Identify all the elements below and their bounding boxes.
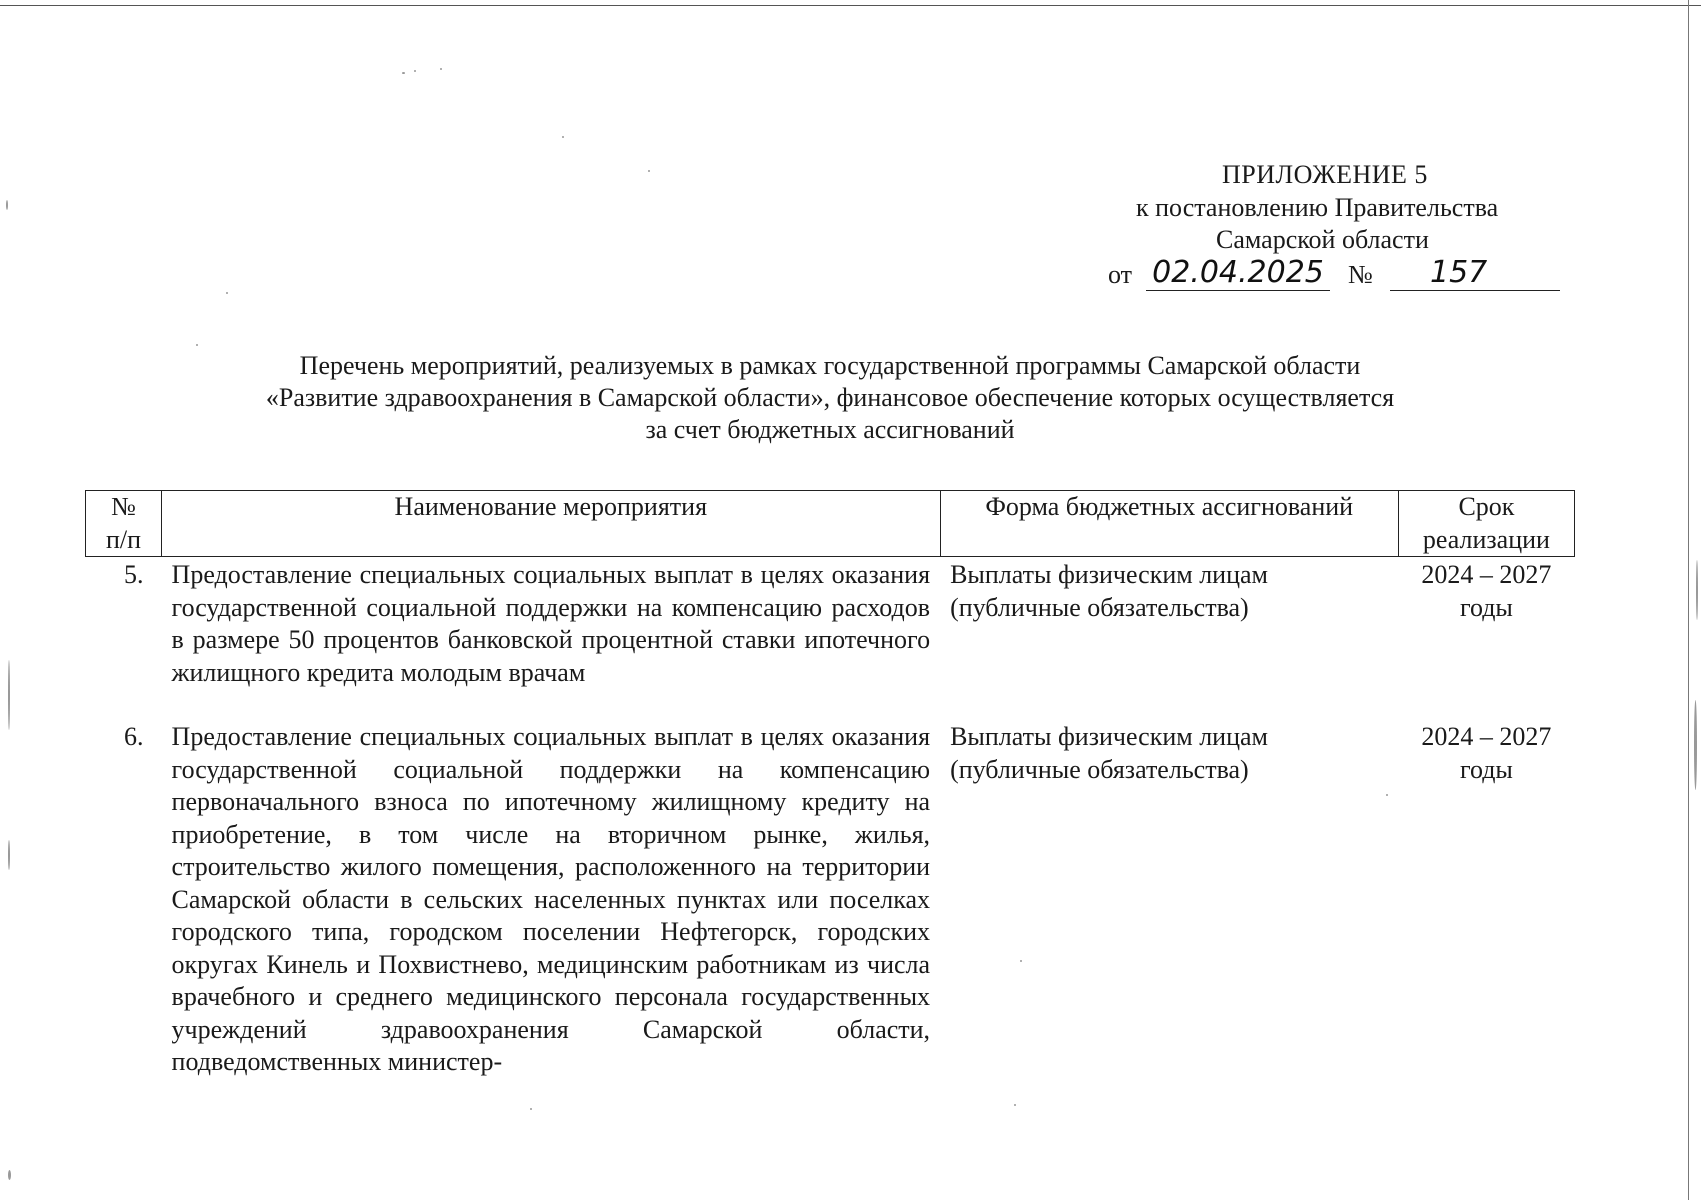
row-term-years: 2024 – 2027: [1421, 722, 1552, 751]
table-row: [86, 557, 1575, 722]
row-num: 6.: [124, 722, 144, 751]
resolution-date: 02.04.2025: [1146, 256, 1330, 291]
row-form-line2: (публичные обязательства): [950, 754, 1249, 784]
header-term-line2: реализации: [1422, 524, 1550, 554]
date-prefix: от: [1108, 260, 1133, 289]
row-term-years: 2024 – 2027: [1421, 560, 1552, 589]
document-title-line3: за счет бюджетных ассигнований: [645, 415, 1015, 444]
header-num: [86, 491, 162, 557]
resolution-number: 157: [1430, 255, 1488, 290]
row-form-line1: Выплаты физическим лицам: [950, 722, 1269, 751]
header-num-line1: №: [111, 492, 136, 521]
header-name: Наименование мероприятия: [162, 491, 941, 557]
table-row: [86, 721, 1575, 1079]
row-form-line2: (публичные обязательства): [950, 592, 1249, 622]
row-term-unit: годы: [1459, 754, 1513, 784]
table-header-row: [86, 491, 1575, 557]
scan-speck: [402, 72, 405, 74]
row-term: [1398, 721, 1574, 1079]
scan-speck: [8, 1170, 11, 1180]
document-title: [140, 350, 1520, 446]
scan-speck: [648, 170, 650, 172]
row-num: 5.: [124, 560, 144, 589]
scan-speck: [1386, 794, 1388, 796]
number-sign: №: [1348, 260, 1373, 289]
scan-speck: [196, 344, 198, 346]
scan-speck: [1020, 960, 1022, 962]
appendix-region: Самарской области: [1216, 225, 1429, 254]
scan-speck: [226, 292, 228, 294]
header-form: Форма бюджетных ассигнований: [940, 491, 1398, 557]
row-term: [1398, 557, 1574, 722]
document-title-line1: Перечень мероприятий, реализуемых в рамках государственной программы Самарской области: [299, 351, 1361, 380]
appendix-title: ПРИЛОЖЕНИЕ 5: [1222, 160, 1428, 189]
scan-speck: [530, 1108, 532, 1110]
row-form: [940, 721, 1398, 1079]
scan-speck: [440, 68, 442, 70]
appendix-subtitle: к постановлению Правительства: [1136, 193, 1499, 222]
scan-speck: [1696, 560, 1698, 620]
row-term-unit: годы: [1459, 592, 1513, 622]
resolution-number-field: [1390, 256, 1560, 291]
scan-speck: [6, 200, 8, 210]
scan-speck: [1694, 700, 1697, 790]
scan-right-edge: [1688, 0, 1689, 1200]
scan-speck: [414, 70, 416, 72]
measures-table: [85, 490, 1575, 1079]
scan-speck: [562, 136, 564, 138]
resolution-date-line: [1108, 256, 1560, 292]
header-term-line1: Срок: [1458, 492, 1515, 521]
scan-top-edge: [0, 5, 1701, 6]
row-form-line1: Выплаты физическим лицам: [950, 560, 1269, 589]
scan-speck: [8, 840, 10, 870]
header-num-line2: п/п: [105, 524, 142, 554]
header-term: [1398, 491, 1574, 557]
document-title-line2: «Развитие здравоохранения в Самарской области», финансовое обеспечение которых осуществляется: [265, 383, 1395, 412]
row-form: [940, 557, 1398, 722]
row-name: Предоставление специальных социальных выплат в целях оказания государственной социальной поддержки на компенсацию первоначального взноса по ипотечному жилищному кредиту на приобретение, в том числе на вторичном рынке, жилья, строительство жилого помещения, расположенного на территории Самарской области в сельских населенных пунктах или поселках городского типа, городском поселении Нефтегорск, городских округах Кинель и Похвистнево, медицинским работникам из числа врачебного и среднего медицинского персонала государственных учреждений здравоохранения Самарской области, подведомственных министер-: [171, 722, 931, 1076]
row-name: Предоставление специальных социальных выплат в целях оказания государственной социальной поддержки на компенсацию расходов в размере 50 процентов банковской процентной ставки ипотечного жилищного кредита молодым врачам: [171, 560, 931, 687]
scan-speck: [1014, 1104, 1016, 1106]
scan-speck: [8, 660, 10, 730]
